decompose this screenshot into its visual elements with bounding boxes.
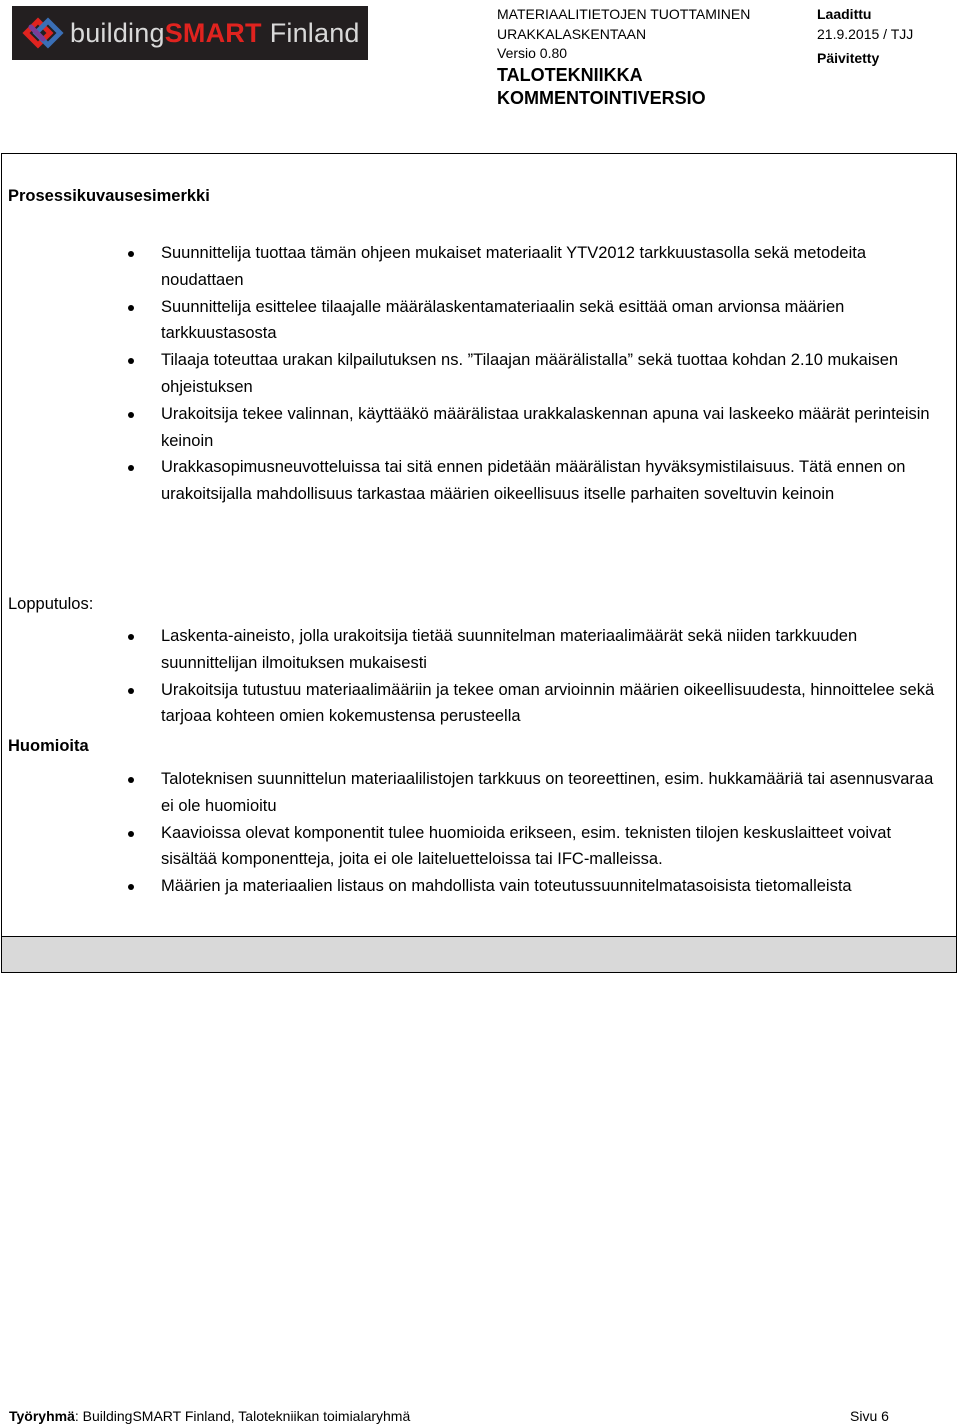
footer-group-label: Työryhmä — [9, 1408, 75, 1424]
page-footer — [9, 1408, 909, 1424]
notes-list — [122, 766, 944, 900]
list-item: Urakkasopimusneuvotteluissa tai sitä ennen pidetään määrälistan hyväksymistilaisuus. Tätä ennen on urakoitsijalla mahdollisuus tarkastaa määrien oikeellisuus itselle parhaiten soveltuvin keinoin — [122, 454, 944, 508]
created-value: 21.9.2015 / TJJ — [817, 25, 914, 42]
footer-group-value: : BuildingSMART Finland, Talotekniikan toimialaryhmä — [74, 1408, 411, 1424]
page-number: Sivu 6 — [850, 1408, 889, 1424]
list-item: Kaavioissa olevat komponentit tulee huomioida erikseen, esim. teknisten tilojen keskuslaitteet voivat sisältää komponentteja, joita ei ole laiteluetteloissa tai IFC-malleissa. — [122, 820, 944, 874]
result-title: Lopputulos: — [8, 595, 94, 613]
list-item: Suunnittelija tuottaa tämän ohjeen mukaiset materiaalit YTV2012 tarkkuustasolla sekä metodeita noudattaen — [122, 240, 944, 294]
process-list — [122, 240, 944, 508]
result-list — [122, 623, 944, 730]
doc-version: Versio 0.80 — [497, 45, 568, 61]
list-item: Urakoitsija tekee valinnan, käyttääkö määrälistaa urakkalaskennan apuna vai laskeeko määrät perinteisin keinoin — [122, 401, 944, 455]
process-title: Prosessikuvausesimerkki — [8, 187, 210, 205]
created-label: Laadittu — [817, 6, 872, 22]
content-table-bottom-row — [1, 936, 957, 973]
notes-title: Huomioita — [8, 737, 89, 755]
doc-title-line-1: MATERIAALITIETOJEN TUOTTAMINEN — [497, 6, 751, 22]
list-item: Urakoitsija tutustuu materiaalimääriin ja tekee oman arvioinnin määrien oikeellisuudesta, hinnoittelee sekä tarjoaa kohteen omien kokemustensa perusteella — [122, 677, 944, 731]
buildingsmart-emblem-icon — [20, 13, 66, 53]
list-item: Tilaaja toteuttaa urakan kilpailutuksen ns. ”Tilaajan määrälistalla” sekä tuottaa kohdan 2.10 mukaisen ohjeistuksen — [122, 347, 944, 401]
list-item: Taloteknisen suunnittelun materiaalilistojen tarkkuus on teoreettinen, esim. hukkamääriä tai asennusvaraa ei ole huomioitu — [122, 766, 944, 820]
list-item: Määrien ja materiaalien listaus on mahdollista vain toteutussuunnitelmatasoisista tietomalleista — [122, 873, 944, 900]
doc-title-line-2: URAKKALASKENTAAN — [497, 25, 647, 42]
list-item: Suunnittelija esittelee tilaajalle määrälaskentamateriaalin sekä esittää oman arvionsa määrien tarkkuustasosta — [122, 294, 944, 348]
list-item: Laskenta-aineisto, jolla urakoitsija tietää suunnitelman materiaalimäärät sekä niiden tarkkuuden suunnittelijan ilmoituksen mukaisesti — [122, 623, 944, 677]
document-header-info — [497, 5, 797, 110]
doc-discipline: TALOTEKNIIKKA — [497, 64, 643, 85]
doc-edition: KOMMENTOINTIVERSIO — [497, 87, 706, 108]
buildingsmart-logo — [12, 6, 368, 60]
updated-label: Päivitetty — [817, 50, 880, 66]
logo-wordmark: buildingSMART Finland — [70, 17, 360, 48]
document-dates — [817, 5, 957, 69]
